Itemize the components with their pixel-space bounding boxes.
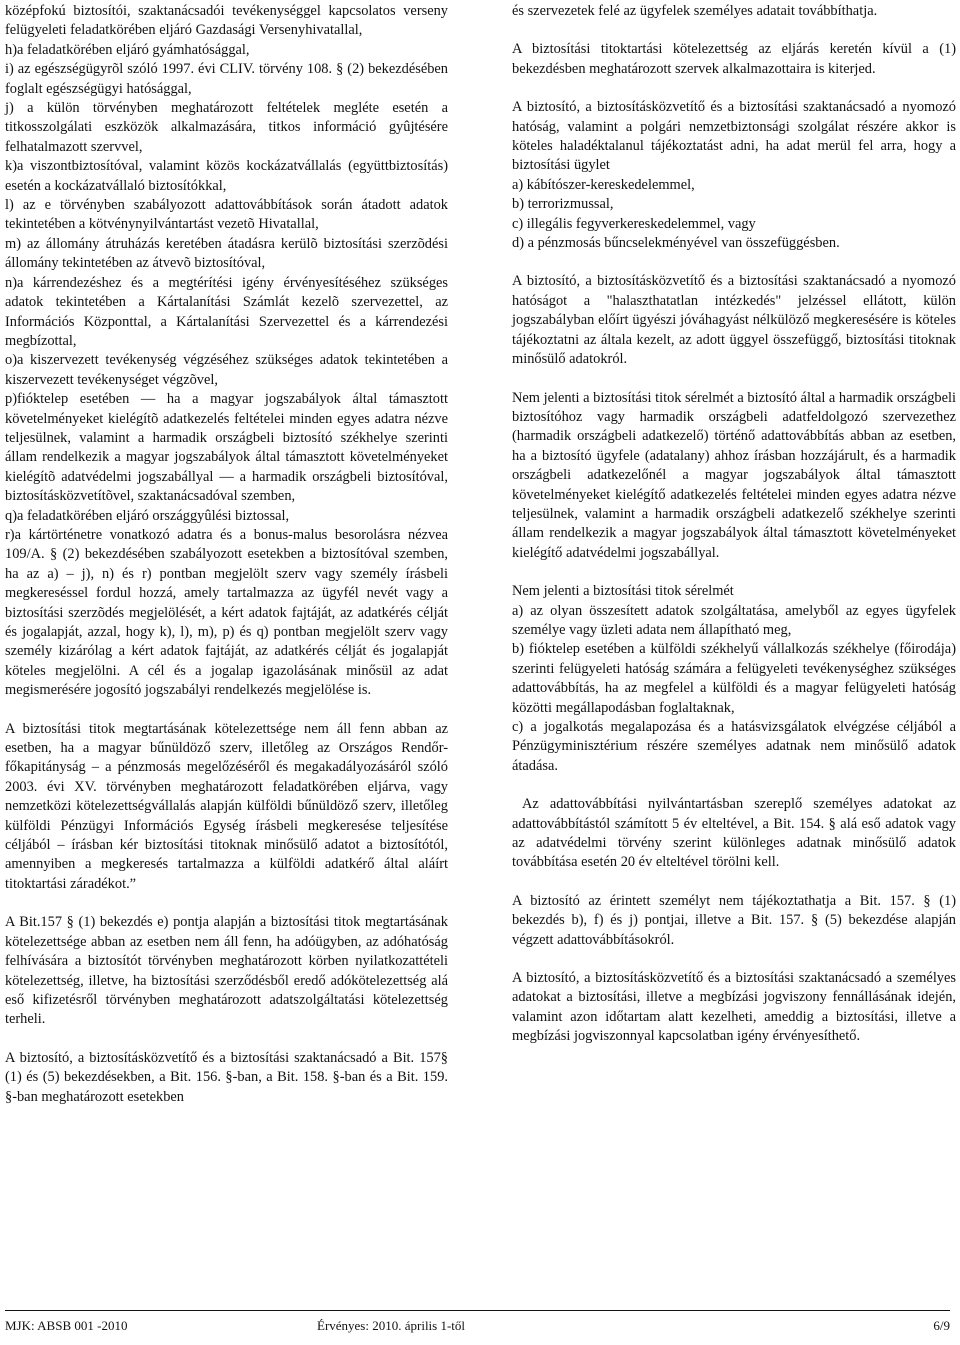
paragraph: Nem jelenti a biztosítási titok sérelmét a biztosító által a harmadik országbeli biztosítóhoz vagy harmadik országbeli adatfeldolgozó szervezethez (harmadik országbeli adatkezelő) történő adattovábbítás abban az esetben, ha a biztosító ügyfele (adatalany) ahhoz írásban hozzájárult, és a harmadik országbeli adatkezelőnél a magyar jogszabályok által támasztott követelményeket kielégítő adatkezelés feltételei minden egyes adatra nézve teljesülnek, valamint a harmadik országbeli adatkezelő székhelye szerinti állam rendelkezik a magyar jogszabályok által támasztott követelményeket kielégítő adatvédelmi jogszabállyal. [512,389,956,561]
left-column [5,2,448,1107]
paragraph: Nem jelenti a biztosítási titok sérelmét [512,583,734,600]
footer-doc-id: MJK: ABSB 001 -2010 [5,1318,128,1333]
footer-page-number: 6/9 [933,1318,950,1333]
paragraph: A biztosítási titoktartási kötelezettség az eljárás keretén kívül a (1) bekezdésben meghatározott szervek alkalmazottaira is kiterjed. [512,41,956,77]
paragraph: A biztosító, a biztosításközvetítő és a biztosítási szaktanácsadó a nyomozó hatóságot a "halaszthatatlan intézkedés" jelzéssel ellátott, külön jogszabályban előírt ügyészi jóváhagyást nélkülöző megkeresésére is köteles tájékoztatni az általa kezelt, az adott üggyel összefüggő, biztosítási titoknak minősülő adatokról. [512,273,956,368]
page-footer [5,1310,950,1333]
paragraph: A Bit.157 § (1) bekezdés e) pontja alapján a biztosítási titok megtartásának kötelezettsége abban az esetben nem áll fenn, ha adóügyben, az adóhatóság felhívására a biztosítót törvényben meghatározott körben nyilatkozattételi kötelezettség, illetve, ha biztosítási szerződésből eredő adókötelezettség alá eső kifizetésről törvényben meghatározott adatszolgáltatási kötelezettség terheli. [5,914,448,1028]
paragraph: n)a kárrendezéshez és a megtérítési igény érvényesítéséhez szükséges adatok tekintetében a Kártalanítási Számlát kezelõ szervezettel, az Információs Központtal, a Kártalanítási Szervezettel és a kárrendezési megbízottal, [5,274,448,349]
paragraph: q)a feladatkörében eljáró országgyûlési biztossal, [5,507,290,524]
paragraph: o)a kiszervezett tevékenység végzéséhez szükséges adatok tekintetében a kiszervezett tevékenységet végzõvel, [5,352,448,388]
paragraph: A biztosító az érintett személyt nem tájékoztathatja a Bit. 157. § (1) bekezdés b), f) és j) pontjai, illetve a Bit. 157. § (5) bekezdése alapján végzett adattovábbításokról. [512,892,956,948]
paragraph: A biztosító, a biztosításközvetítő és a biztosítási szaktanácsadó a személyes adatokat a biztosítási, illetve a megbízási jogviszony fennállásának idején, valamint azon időtartam alatt kezelheti, ameddig a biztosítási, illetve a megbízási jogviszonnyal kapcsolatban igény érvényesíthető. [512,970,956,1045]
list-item: b) terrorizmussal, [512,196,614,213]
paragraph: l) az e törvényben szabályozott adattovábbítások során átadott adatok tekintetében a kötvénynyilvántartást vezetõ Hivatallal, [5,197,448,233]
paragraph: k)a viszontbiztosítóval, valamint közös kockázatvállalás (együttbiztosítás) esetén a kockázatvállaló biztosítókkal, [5,158,448,194]
paragraph: és szervezetek felé az ügyfelek személyes adatait továbbíthatja. [512,3,878,19]
paragraph: A biztosító, a biztosításközvetítő és a biztosítási szaktanácsadó a nyomozó hatóság, valamint a polgári nemzetbiztonsági szolgálat részére akkor is köteles haladéktalanul tájékoztatást adni, ha adat merül fel arra, hogy a biztosítási ügylet [512,99,956,174]
paragraph: j) a külön törvényben meghatározott feltételek megléte esetén a titkosszolgálati eszközök alkalmazására, titkos információ gyûjtésére felhatalmazott szervvel, [5,100,448,155]
footer-valid-from: Érvényes: 2010. április 1-től [317,1318,466,1333]
list-item: c) a jogalkotás megalapozása és a hatásvizsgálatok elvégzése céljából a Pénzügyminisztérium részére személyes adatnak nem minősülő adatok átadása. [512,719,956,774]
list-item: a) az olyan összesített adatok szolgáltatása, amelyből az egyes ügyfelek személye vagy üzleti adata nem állapítható meg, [512,602,956,638]
paragraph: r)a kártörténetre vonatkozó adatra és a bonus-malus besorolásra nézvea 109/A. § (2) bekezdésében szabályozott esetekben a biztosítóval szemben, ha az a) – j), n) és r) pontban megjelölt szerv vagy személy írásbeli megkereséssel fordul hozzá, amely tartalmazza az ügyfél nevét vagy a biztosítási szerzõdés megjelölését, a kért adatok fajtáját, az adatkérés célját és jogalapját, azzal, hogy k), l), m), p) és q) pontban megjelölt szerv vagy személy kizárólag a kért adatok fajtáját, az adatkérés célját és jogalapját köteles megjelölni. A cél és a jogalap igazolásának minősül az adat megismerésére jogosító jogszabályi rendelkezés megjelölése is. [5,526,448,699]
list-item: b) fióktelep esetében a külföldi székhelyű vállalkozás székhelye (főirodája) szerinti felügyeleti hatóság számára a felügyeleti tevékenységhez szükséges adattovábbítás, ha az megfelel a külföldi és a magyar felügyeleti hatóság közötti megállapodásban foglaltaknak, [512,641,956,716]
list-item: d) a pénzmosás bűncselekményével van összefüggésben. [512,235,840,252]
paragraph: i) az egészségügyrõl szóló 1997. évi CLIV. törvény 108. § (2) bekezdésében foglalt egészségügyi hatósággal, [5,61,448,97]
paragraph: p)fióktelep esetében — ha a magyar jogszabályok által támasztott követelményeket kielégítõ adatkezelés feltételei minden egyes adatra nézve teljesülnek, valamint a harmadik országbeli biztosító székhelye szerinti állam rendelkezik a magyar jogszabályok által támasztott követelményeket kielégítõ adatvédelmi jogszabállyal — a harmadik országbeli biztosítóval, biztosításközvetítõvel, szaktanácsadóval szemben, [5,391,448,505]
right-column [512,2,956,1047]
list-item: a) kábítószer-kereskedelemmel, [512,176,695,193]
paragraph: középfokú biztosítói, szaktanácsadói tevékenységgel kapcsolatos verseny felügyeleti feladatkörében eljáró Gazdasági Versenyhivatallal, [5,3,448,39]
list-item: c) illegális fegyverkereskedelemmel, vagy [512,215,756,232]
paragraph: Az adattovábbítási nyilvántartásban szereplő személyes adatokat az adattovábbítástól számított 5 év elteltével, a Bit. 154. § alá eső adatok vagy az adatvédelmi törvény szerint különleges adatnak minősülő adatok továbbítása esetén 20 év elteltével törölni kell. [512,796,956,871]
paragraph: m) az állomány átruházás keretében átadásra kerülõ biztosítási szerzõdési állomány tekintetében az átvevõ biztosítóval, [5,235,448,272]
paragraph: A biztosítási titok megtartásának kötelezettsége nem áll fenn abban az esetben, ha a magyar bűnüldöző szerv, illetőleg az Országos Rendőr-főkapitányság – a pénzmosás megelőzéséről és megakadályozásáról szóló 2003. évi XV. törvényben meghatározott feladatkörében eljárva, vagy nemzetközi kötelezettségvállalás alapján külföldi bűnüldöző szerv, illetőleg külföldi Pénzügyi Információs Egység írásbeli megkeresése teljesítése céljából – írásban kér biztosítási titoknak minősülő adatot a biztosítótól, amennyiben a megkeresés tartalmazza a külföldi adatkérő által aláírt titoktartási záradékot.” [5,720,448,892]
paragraph: A biztosító, a biztosításközvetítő és a biztosítási szaktanácsadó a Bit. 157§ (1) és (5) bekezdésekben, a Bit. 156. §-ban, a Bit. 158. §-ban és a Bit. 159. §-ban meghatározott esetekben [5,1049,448,1105]
paragraph: h)a feladatkörében eljáró gyámhatósággal, [5,41,250,58]
